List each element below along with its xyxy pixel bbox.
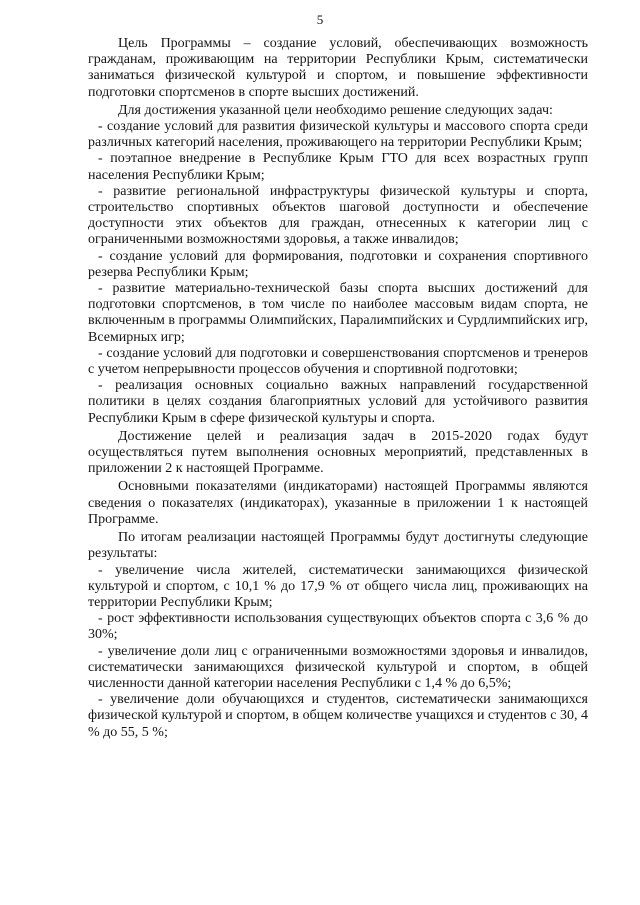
result-item-students: - увеличение доли обучающихся и студентов, систематически занимающихся физической культурой и спортом, в общем количестве учащихся и студентов с 30, 4 % до 55, 5 %; [88,692,588,740]
result-item-disabled: - увеличение доли лиц с ограниченными возможностями здоровья и инвалидов, систематически занимающихся физической культурой и спортом, в общей численности данной категории населения Республики с 1,4 % до 6,5%; [88,643,588,691]
task-item-infrastructure: - развитие региональной инфраструктуры физической культуры и спорта, строительство спортивных объектов шаговой доступности и обеспечение доступности этих объектов для граждан, отнесенных к категории лиц с ограниченными возможностями здоровья, а также инвалидов; [88,183,588,248]
task-item-mass-sport: - создание условий для развития физической культуры и массового спорта среди различных категорий населения, проживающего на территории Республики Крым; [88,119,588,151]
paragraph-achievement: Достижение целей и реализация задач в 2015-2020 годах будут осуществляться путем выполнения основных мероприятий, представленных в приложении 2 к настоящей Программе. [88,428,588,477]
result-item-residents: - увеличение числа жителей, систематически занимающихся физической культурой и спортом, с 10,1 % до 17,9 % от общего числа лиц, проживающих на территории Республики Крым; [88,562,588,610]
paragraph-tasks-intro: Для достижения указанной цели необходимо решение следующих задач: [118,102,553,118]
page-number: 5 [316,12,324,27]
document-body [88,36,588,741]
task-item-training: - создание условий для подготовки и совершенствования спортсменов и тренеров с учетом непрерывности процессов обучения и спортивной подготовки; [88,345,588,378]
task-item-material-base: - развитие материально-технической базы спорта высших достижений для подготовки спортсменов, в том числе по наиболее массовым видам спорта, не включенным в программы Олимпийских, Паралимпийских и Сурдлимпийских игр, Всемирных игр; [88,281,588,345]
paragraph-results-intro: По итогам реализации настоящей Программы будут достигнуты следующие результаты: [88,530,588,562]
paragraph-indicators: Основными показателями (индикаторами) настоящей Программы являются сведения о показателях (индикаторах), указанные в приложении 1 к настоящей Программе. [88,479,588,527]
result-item-facilities: - рост эффективности использования существующих объектов спорта с 3,6 % до 30%; [88,611,588,643]
paragraph-goal: Цель Программы – создание условий, обеспечивающих возможность гражданам, проживающим на территории Республики Крым, систематически заниматься физической культурой и спортом, и повышение эффективности подготовки спортсменов в спорте высших достижений. [88,36,588,100]
task-item-sports-reserve: - создание условий для формирования, подготовки и сохранения спортивного резерва Республики Крым; [88,248,588,280]
task-item-gto: - поэтапное внедрение в Республике Крым ГТО для всех возрастных групп населения Республики Крым; [88,151,588,183]
task-item-state-policy: - реализация основных социально важных направлений государственной политики в целях создания благоприятных условий для устойчивого развития Республики Крым в сфере физической культуры и спорта. [88,378,588,426]
